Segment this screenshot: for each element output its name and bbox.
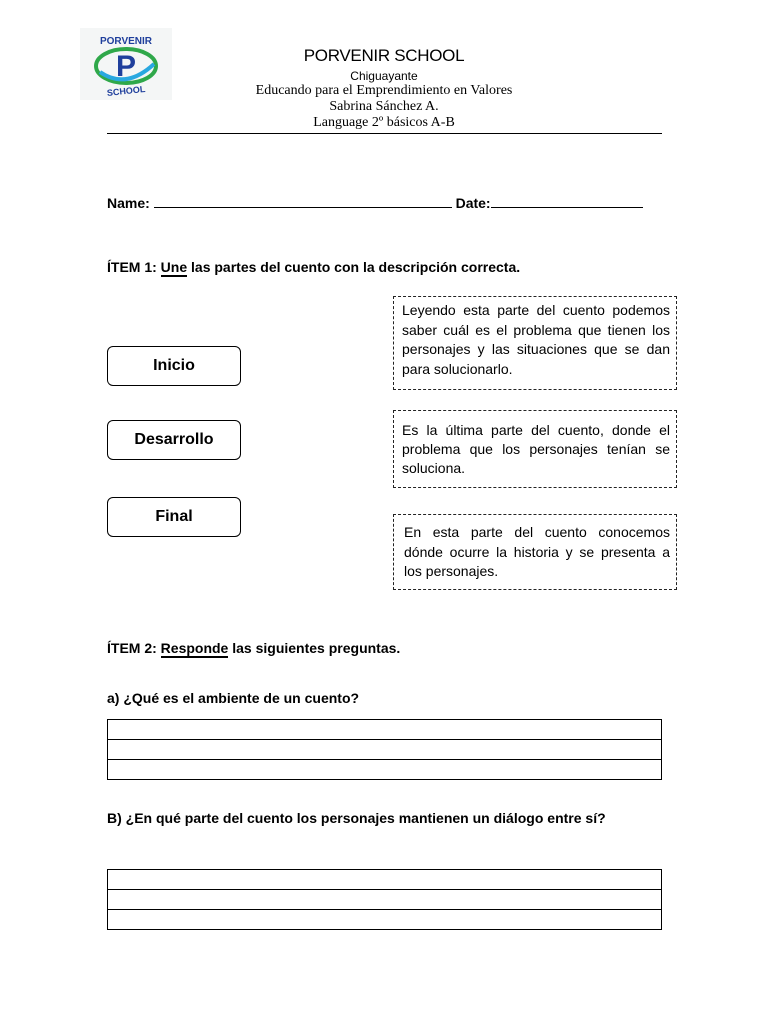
city: Chiguayante — [350, 69, 418, 83]
item2-verb: Responde — [160, 640, 229, 656]
item2-instruction: las siguientes preguntas. — [232, 640, 401, 656]
logo-bottom-text: SCHOOL — [106, 84, 146, 98]
answer-line[interactable] — [108, 740, 662, 760]
answer-line[interactable] — [108, 870, 662, 890]
logo-top-text: PORVENIR — [99, 36, 153, 47]
answer-table-b — [107, 869, 662, 930]
answer-table-a — [107, 719, 662, 780]
description-box-ending[interactable]: Es la última parte del cuento, donde el problema que los personajes tenían se soluciona. — [393, 410, 677, 488]
name-date-row — [107, 194, 643, 211]
item2-title — [107, 640, 400, 656]
question-a: a) ¿Qué es el ambiente de un cuento? — [107, 690, 360, 706]
logo-letter: P — [115, 50, 137, 83]
answer-line[interactable] — [108, 910, 662, 930]
description-box-problem[interactable]: Leyendo esta parte del cuento podemos saber cuál es el problema que tienen los personajes y las situaciones que se dan para solucionarlo. — [393, 296, 677, 390]
motto: Educando para el Emprendimiento en Valores — [255, 83, 513, 98]
school-logo — [80, 28, 172, 100]
item1-title — [107, 259, 520, 275]
item2-prefix: ÍTEM 2: — [107, 640, 157, 656]
question-b: B) ¿En qué parte del cuento los personajes mantienen un diálogo entre sí? — [107, 810, 606, 826]
part-box-inicio[interactable]: Inicio — [107, 346, 241, 386]
school-name: PORVENIR SCHOOL — [303, 46, 465, 65]
name-label: Name: — [107, 195, 150, 211]
description-box-beginning[interactable]: En esta parte del cuento conocemos dónde ocurre la historia y se presenta a los personajes. — [393, 514, 677, 590]
item1-prefix: ÍTEM 1: — [107, 259, 157, 275]
date-blank[interactable] — [491, 194, 643, 208]
item1-instruction: las partes del cuento con la descripción correcta. — [191, 259, 521, 275]
answer-line[interactable] — [108, 720, 662, 740]
part-box-final[interactable]: Final — [107, 497, 241, 537]
answer-line[interactable] — [108, 760, 662, 780]
header-divider — [107, 133, 662, 134]
answer-line[interactable] — [108, 890, 662, 910]
part-box-desarrollo[interactable]: Desarrollo — [107, 420, 241, 460]
course-name: Language 2º básicos A-B — [313, 115, 455, 130]
name-blank[interactable] — [154, 194, 452, 208]
item1-verb: Une — [160, 259, 188, 275]
date-label: Date: — [455, 195, 491, 211]
teacher-name: Sabrina Sánchez A. — [329, 99, 439, 114]
